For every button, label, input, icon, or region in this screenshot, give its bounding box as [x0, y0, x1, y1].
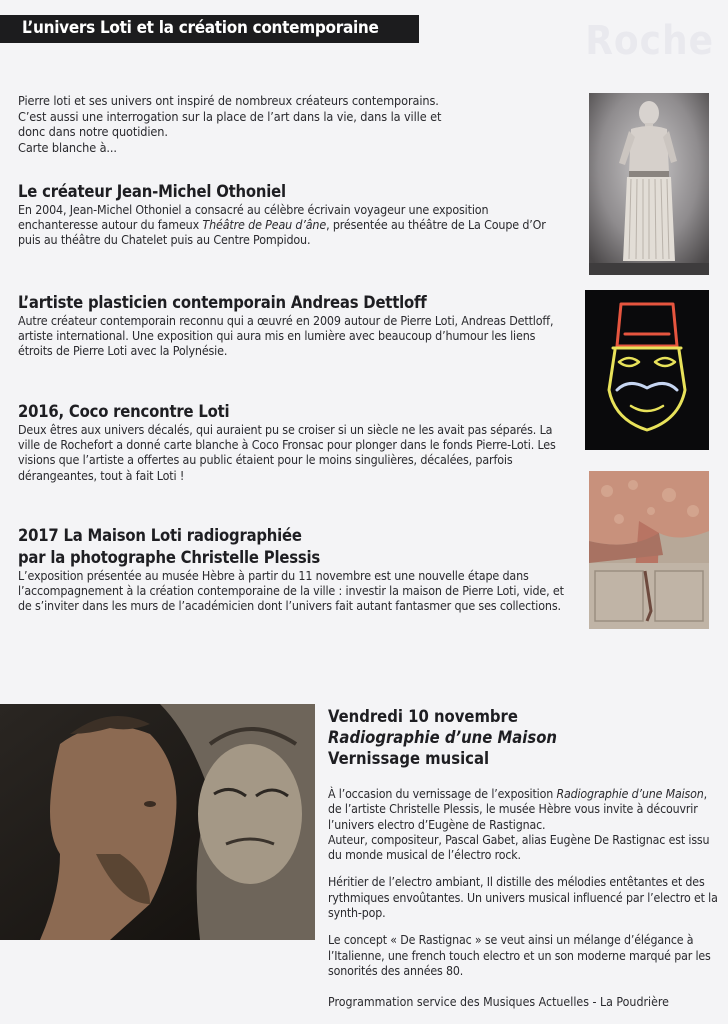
body-text: , de l’artiste Christelle Plessis, le musée Hèbre vous invite à découvrir l’univers electro d’Eugène de Rastignac. [328, 787, 708, 832]
body-italic: Radiographie d’une Maison [556, 787, 704, 801]
event-paragraph: Le concept « De Rastignac » se veut ainsi un mélange d’élégance à l’Italienne, une french touch electro et un son moderne marqué par les sonorités des années 80. [328, 933, 711, 978]
section-plessis [18, 526, 570, 614]
artist-portrait-photo [0, 704, 315, 940]
fabric-wall-photo [589, 471, 709, 629]
event-footer: Programmation service des Musiques Actuelles - La Poudrière [328, 995, 669, 1010]
section-coco [18, 402, 570, 483]
section-body: Autre créateur contemporain reconnu qui a œuvré en 2009 autour de Pierre Loti, Andreas Dettloff, artiste international. Une exposition qui aura mis en lumière avec beaucoup d’humour les liens étroits de Pierre Loti avec la Polynésie. [18, 313, 554, 359]
section-title: par la photographe Christelle Plessis [18, 548, 320, 567]
section-dettloff [18, 293, 570, 359]
event-block [328, 706, 720, 1010]
intro-paragraph [18, 93, 570, 155]
section-title: 2016, Coco rencontre Loti [18, 402, 230, 421]
event-paragraph [328, 787, 720, 863]
section-title: Le créateur Jean-Michel Othoniel [18, 182, 286, 201]
section-othoniel [18, 182, 570, 248]
page-title: L’univers Loti et la création contemporaine [22, 18, 379, 38]
body-text: À l’occasion du vernissage de l’exposition [328, 787, 557, 801]
section-title: 2017 La Maison Loti radiographiée [18, 526, 302, 545]
event-paragraph: Héritier de l’electro ambiant, Il distille des mélodies entêtantes et des rythmiques envoûtantes. Un univers musical influencé par l’electro et la synth-pop. [328, 875, 718, 921]
body-text: Auteur, compositeur, Pascal Gabet, alias Eugène De Rastignac est issu du monde musical de l’électro rock. [328, 832, 710, 863]
body-text: En 2004, Jean-Michel Othoniel a consacré au célèbre écrivain voyageur une exposition enchanteresse autour du fameux [18, 202, 489, 233]
section-body: L’exposition présentée au musée Hèbre à partir du 11 novembre est une nouvelle étape dans l’accompagnement à la création contemporaine de la ville : investir la maison de Pierre Loti, vide, et de s’inviter dans les murs de l’académicien dont l’univers fait autant fantasmer que ses collections. [18, 568, 564, 614]
bleed-through-text: Roche [585, 18, 714, 64]
event-subtitle: Vernissage musical [328, 749, 490, 768]
body-italic: Théâtre de Peau d’âne [202, 217, 327, 233]
intro-line: C’est aussi une interrogation sur la place de l’art dans la vie, dans la ville et [18, 108, 442, 124]
event-title: Radiographie d’une Maison [328, 728, 557, 747]
section-body: Deux êtres aux univers décalés, qui auraient pu se croiser si un siècle ne les avait pas séparés. La ville de Rochefort a donné carte blanche à Coco Fronsac pour plonger dans le fonds Pierre-Loti. Les visions que l’artiste a offertes au public étaient pour le moins singulières, décalées, parfois dérangeantes, tout à fait Loti ! [18, 422, 556, 483]
section-body [18, 202, 570, 248]
intro-line: Pierre loti et ses univers ont inspiré de nombreux créateurs contemporains. [18, 93, 439, 108]
header-bar [0, 15, 419, 43]
event-date: Vendredi 10 novembre [328, 707, 518, 726]
loti-portrait-photo [589, 93, 709, 275]
neon-sculpture-photo [585, 290, 709, 450]
intro-line: Carte blanche à... [18, 139, 117, 155]
section-title: L’artiste plasticien contemporain Andreas Dettloff [18, 293, 427, 312]
body-text: , présentée au théâtre de La Coupe d’Or puis au théâtre du Chatelet puis au Centre Pompidou. [18, 217, 546, 248]
intro-line: donc dans notre quotidien. [18, 124, 168, 139]
